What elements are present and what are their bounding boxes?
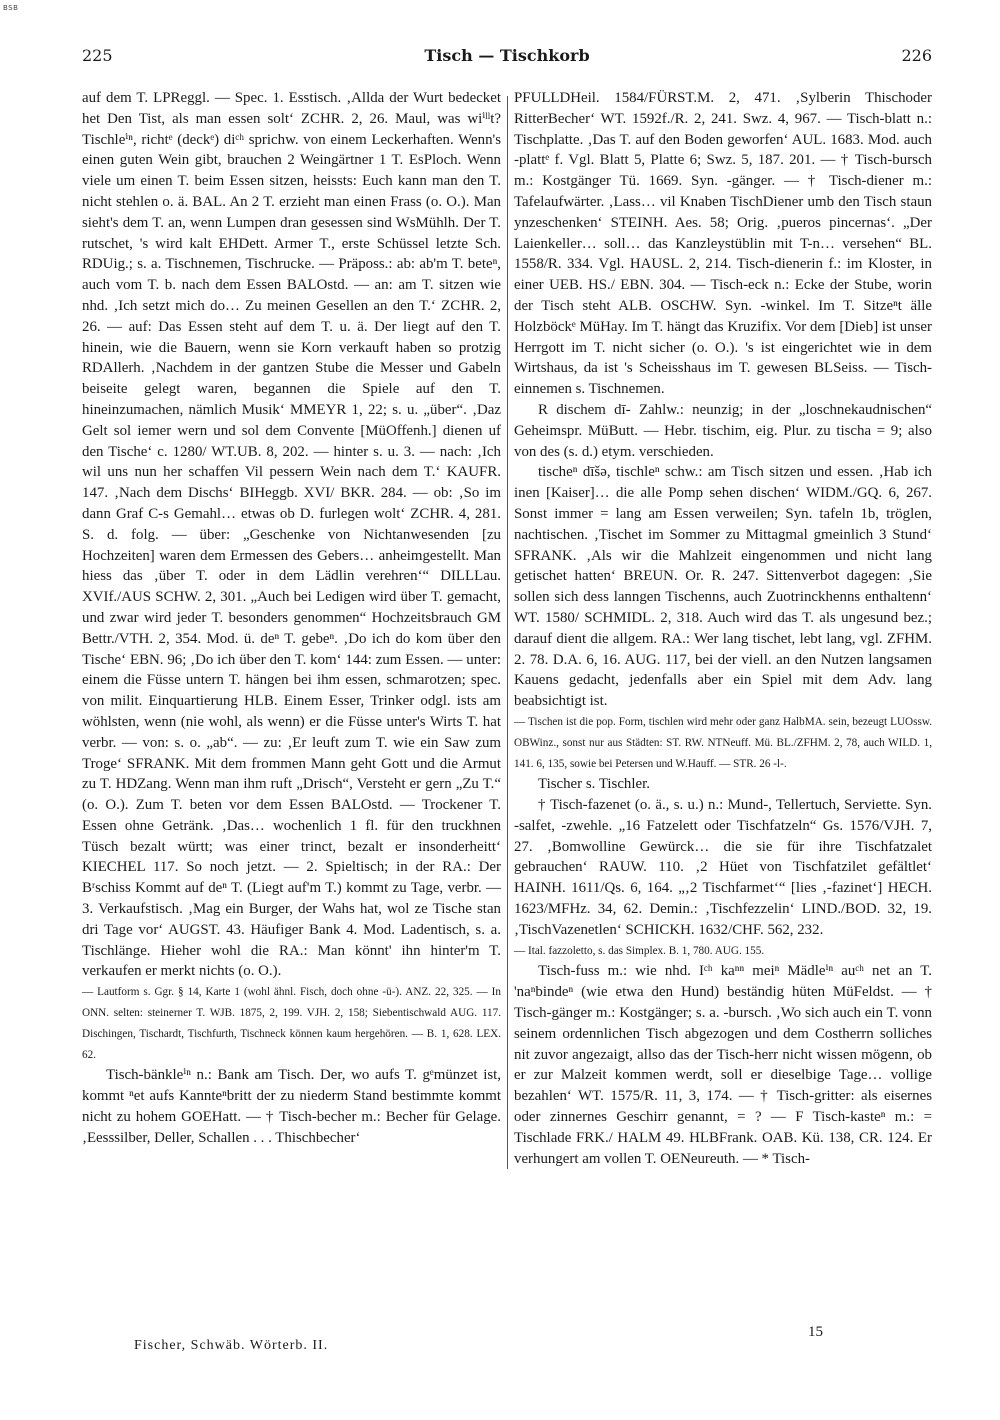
entry-dischem: R dischem dī- Zahlw.: neunzig; in der „loschnekaudnischen“ Geheimspr. MüButt. — Hebr. tischim, eig. Plur. zu tischa = 9; also von des (s. d.) etym. verschieden. bbox=[514, 401, 932, 460]
entry-tisch-continued: auf dem T. LPReggl. — Spec. 1. Esstisch. ‚Allda der Wurt bedecket het Den Tist, als man essen solt‘ ZCHR. 2, 26. Maul, was wiⁱˡˡt? Tischleⁱⁿ, richtᵉ (deckᵉ) diᶜʰ sprichw. von einem Leckerhaften. Wenn's einen guten Wein gibt, brauchen 2 Weingärtner 1 T. EsPloch. Wenn viele um einen T. beim Essen sitzen, heissts: Euch kann man den T. nicht stehlen o. ä. BAL. An 2 T. erzieht man einen Frass (o. O.). Man sieht's dem T. an, wenn Lumpen dran gesessen sind WsMühlh. Der T. rutschet, 's wird kalt EHDett. Armer T., erste Schüssel letzte Sch. RDUig.; s. a. Tischnemen, Tischrucke. — Präposs.: ab: ab'm T. beteⁿ, auch vom T. b. nach dem Essen BALOstd. — an: am T. sitzen wie nhd. ‚Ich setzt mich do… Zu meinen Gesellen an den T.‘ ZCHR. 2, 26. — auf: Das Essen steht auf dem T. u. ä. Der liegt auf den T. hinein, wie die Bauern, wenn sie Korn verkauft haben so protzig RDAllerh. ‚Nachdem in der gantzen Stube die Messer und Gabeln beiseite gelegt waren, begannen die Spiele auf den T. hineinzumachen, nämlich Musik‘ MMEYR 1, 22; s. u. „über“. ‚Daz Gelt sol iemer wern und sol dem Convente [MüOffenh.] dienen uf den Tische‘ c. 1280/ WT.UB. 8, 202. — hinter s. u. 3. — nach: ‚Ich wil uns nun her schaffen Vil pessern Wein nach dem T.‘ KAUFR. 147. ‚Nach dem Dischs‘ BIHeggb. XVI/ BKR. 284. — ob: ‚So im dann Graf C-s Gemahl… etwas ob D. furlegen wolt‘ ZCHR. 4, 281. S. d. folg. — über: „Geschenke von Nichtanwesenden [zu Hochzeiten] waren dem Ermessen des Gebers… anheimgestellt. Man hiess das ‚über T. oder in dem Lädlin verehren‘“ DILLLau. XVIf./AUS SCHW. 2, 301. „Auch bei Ledigen wird über T. gemacht, und zwar wird jeder T. besonders genommen“ Hochzeitsbrauch GM Bettr./VTH. 2, 354. Mod. ü. deⁿ T. gebeⁿ. ‚Do ich do kom über den Tische‘ EBN. 96; ‚Do ich über den T. kom‘ 144: zum Essen. — unter: einem die Füsse untern T. hängen bei ihm essen, schmarotzen; spec. von milit. Einquartierung HLB. Einem Esser, Trinker odgl. ists am wöhlsten, wenn (nie wohl, als wenn) er die Füsse unter's Wirts T. hat verbr. — von: s. o. „ab“. — zu: ‚Er leuft zum T. wie ein Saw zum Troge‘ SFRANK. Mit dem frommen Mann geht Gott und die Armut zu T. HDZang. Wenn man ihm ruft „Drisch“, Versteht er gern „Zu T.“ (o. O.). Zum T. beten vor dem Essen BALOstd. — Trockener T. Essen ohne Getränk. ‚Das… wochenlich 1 fl. für den truckhnen Tüsch bezalt württ; was einer trinct, bezalt er insonderheitt‘ KIECHEL 117. So noch jetzt. — 2. Spieltisch; in der RA.: Der Bʳschiss Kommt auf deⁿ T. (Liegt auf'm T.) kommt zu Tage, verbr. — 3. Verkaufstisch. ‚Mag ein Burger, der Wahs hat, wol ze Tische stan dri Tage vor‘ AUGST. 43. Häufiger Bank 4. Mod. Ladentisch, s. a. Tischlänge. Hieher wohl die RA.: Man könnt' ihn hinter'm T. verkaufen er merkt nichts (o. O.). bbox=[82, 90, 501, 980]
entry-tisch-fazenet-note: — Ital. fazzoletto, s. das Simplex. B. 1, 780. AUG. 155. bbox=[514, 944, 765, 957]
library-stamp: BSB bbox=[3, 4, 19, 12]
entry-tischen-note: — Tischen ist die pop. Form, tischlen wird mehr oder ganz HalbMA. sein, bezeugt LUOssw. OBWinz., sonst nur aus Städten: ST. RW. NTNeuff. Mü. BL./ZFHM. 2, 78, auch WILD. 1, 141. 6, 135, sowie bei Petersen und W.Hauff. — STR. 26 -l-. bbox=[514, 715, 932, 770]
entry-tisch-note: — Lautform s. Ggr. § 14, Karte 1 (wohl ähnl. Fisch, doch ohne -ü-). ANZ. 22, 325. — In ONN. selten: steinerner T. WJB. 1875, 2, 199. VJH. 2, 158; Siebentischwald AUG. 117. Dischingen, Tischardt, Tischfurth, Tischneck können kaum hergehören. — B. 1, 628. LEX. 62. bbox=[82, 986, 501, 1061]
entry-tischen: tischeⁿ dīšə, tischleⁿ schw.: am Tisch sitzen und essen. ‚Hab ich inen [Kaiser]… die alle Pomp sehen dischen‘ WIDM./GQ. 6, 267. Sonst immer = lang am Essen verweilen; Syn. tafeln 1b, tröglen, nachtischen. ‚Tischet im Sommer zu Mittagmal gmeinlich 3 Stund‘ SFRANK. ‚Als wir die Mahlzeit eingenommen und nicht lang getischet hatten‘ BREUN. Or. R. 247. Sittenverbot dagegen: ‚Sie sollen sich dess lanngen Tischenns, auch Zuotrinckhenns enthaltenn‘ WT. 1580/ SCHMIDL. 2, 318. Auch wird das T. als ungesund bez.; darauf dient die allgem. RA.: Wer lang tischet, lebt lang, vgl. ZFHM. 2. 78. D.A. 6, 16. AUG. 117, bei der viell. an den Nutzen langsamen Kauens gedacht, jedenfalls aber ein Spiel mit dem Adv. lang beabsichtigt ist. bbox=[514, 464, 932, 710]
entry-tisch-compounds: PFULLDHeil. 1584/FÜRST.M. 2, 471. ‚Sylberin Thischoder RitterBecher‘ WT. 1592f./R. 2, 241. Swz. 4, 967. — Tisch-blatt n.: Tischplatte. ‚Das T. auf den Boden geworfen‘ AUL. 1683. Mod. auch -plattᵉ f. Vgl. Blatt 5, Platte 6; Swz. 5, 187. 201. — † Tisch-bursch m.: Kostgänger Tü. 1669. Syn. -gänger. — † Tisch-diener m.: Tafelaufwärter. ‚Lass… vil Knaben TischDiener umb den Tisch staun ynzeschenken‘ STEINH. Aes. 58; Orig. ‚pueros pincernas‘. „Der Laienkeller… soll… das Kanzleystüblin mit T-n… versehen“ BL. 1558/R. 334. Vgl. HAUSL. 2, 214. Tisch-dienerin f.: im Kloster, in einer UEB. HS./ EBN. 304. — Tisch-eck n.: Ecke der Stube, worin der Tisch steht ALB. OSCHW. Syn. -winkel. Im T. Sitzeⁿt älle Holzböckᵉ MüHay. Im T. hängt das Kruzifix. Vor dem [Dieb] ist unser Herrgott im T. nicht sicher (o. O.). 's ist eingerichtet wie in dem Wirtshaus, da ist 's Scheisshaus im T. gewesen BLSeiss. — Tisch-einnemen s. Tischnemen. bbox=[514, 90, 932, 398]
entry-tisch-baenkle: Tisch-bänkleⁱⁿ n.: Bank am Tisch. Der, wo aufs T. gᵉmünzet ist, kommt ⁿet aufs Kannteⁿbritt der zu niederm Stand bestimmte kommt nicht zu hohem GOEHatt. — † Tisch-becher m.: Becher für Gelage. ‚Eesssilber, Deller, Schallen . . . Thischbecher‘ bbox=[82, 1067, 501, 1146]
signature-mark: 15 bbox=[808, 1324, 823, 1340]
footer-source: Fischer, Schwäb. Wörterb. II. bbox=[134, 1338, 329, 1353]
page-number-right: 226 bbox=[901, 46, 932, 65]
page-header bbox=[82, 46, 932, 70]
entry-tisch-fazenet: † Tisch-fazenet (o. ä., s. u.) n.: Mund-, Tellertuch, Serviette. Syn. -salfet, -zwehle. „16 Fatzelett oder Tischfatzeln“ Gs. 1576/VJH. 7, 27. ‚Bomwolline Gewürck… die sie für ihre Tischfatzalet gebrauchen‘ RAUW. 110. ‚2 Hüet von Tischfatzilet gefältlet‘ HAINH. 1611/Qs. 6, 164. „‚2 Tischfarmet‘“ [lies ‚-fazinet‘] HECH. 1623/MFHz. 34, 62. Demin.: ‚Tischfezzelin‘ LIND./BOD. 32, 19. ‚TischVazenetlen‘ SCHICKH. 1632/CHF. 562, 232. bbox=[514, 797, 932, 938]
page-number-left: 225 bbox=[82, 46, 113, 65]
entry-tisch-fuss: Tisch-fuss m.: wie nhd. Iᶜʰ kaⁿⁿ meiⁿ Mädleⁱⁿ auᶜʰ net an T. 'naⁿbindeⁿ (wie etwa den Hund) beständig hüten MüFeldst. — † Tisch-gänger m.: Kostgänger; s. a. -bursch. ‚Wo sich auch ein T. vonn seinem ordennlichen Tisch abgezogen und dem Costherrn solliches nit zuvor angezaigt, allso das der Tisch-herr nicht wissen mögenn, ob er zur Malzeit kommen werdt, soll er dieselbige Tage… vollige bezahlen‘ WT. 1575/R. 11, 3, 174. — † Tisch-gritter: als eisernes oder zinnernes Geschirr genannt, = ? — F Tisch-kasteⁿ m.: = Tischlade FRK./ HALM 49. HLBFrank. OAB. Kü. 138, CR. 124. Er verhungert am vollen T. OENeureuth. — * Tisch- bbox=[514, 963, 932, 1167]
left-column bbox=[82, 88, 501, 1149]
running-title: Tisch — Tischkorb bbox=[424, 46, 590, 65]
column-divider bbox=[507, 96, 508, 1169]
entry-tischer: Tischer s. Tischler. bbox=[538, 776, 650, 793]
right-column bbox=[514, 88, 932, 1169]
